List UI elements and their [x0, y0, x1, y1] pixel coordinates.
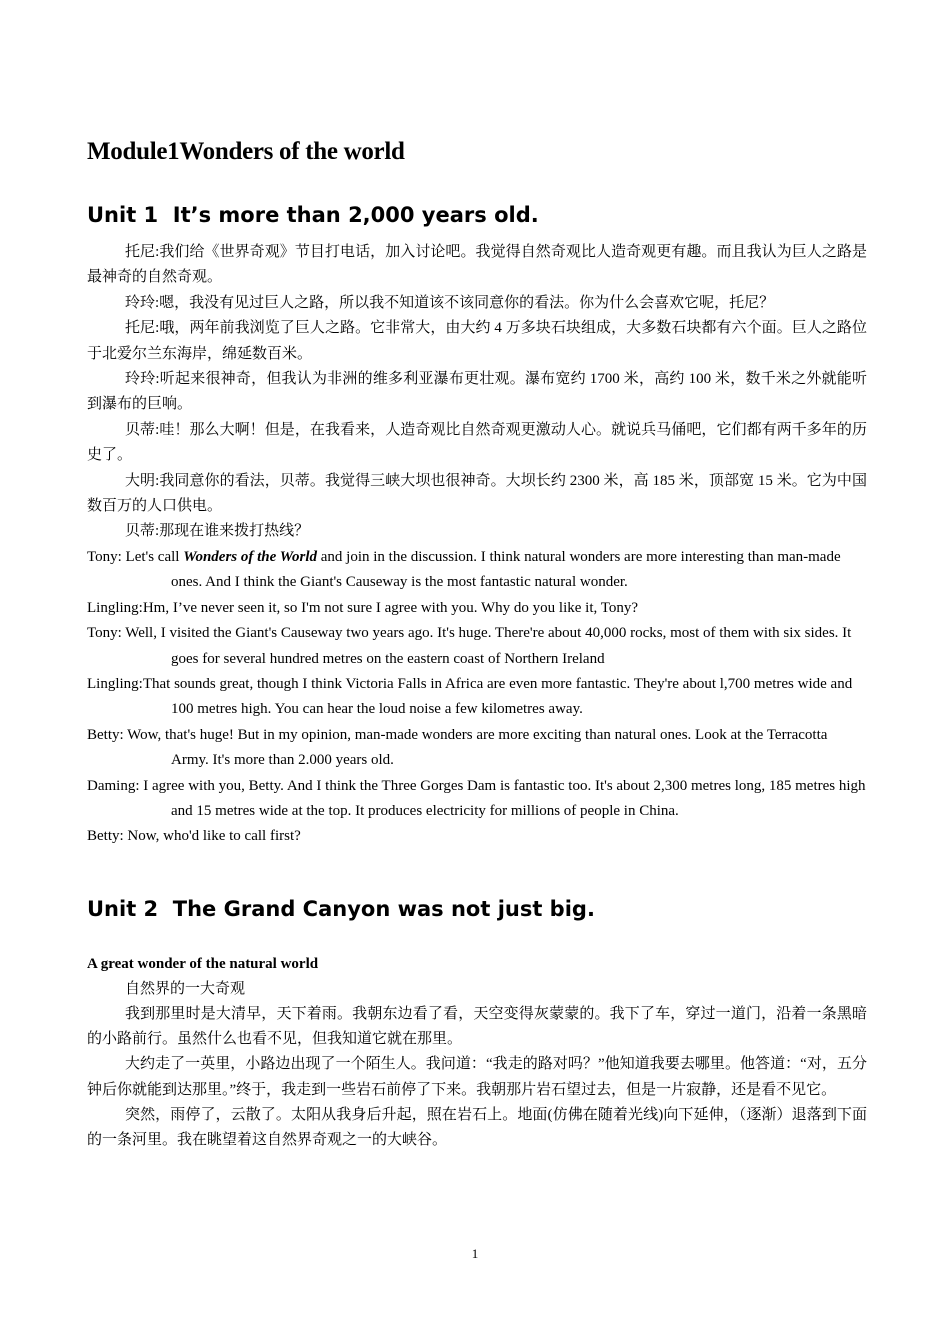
- unit1-en-paragraph: Betty: Now, who'd like to call first?: [87, 828, 301, 845]
- unit1-en-paragraph: Lingling:That sounds great, though I think Victoria Falls in Africa are even more fantastic. They're about l,700 metres wide and 100 metres high. You can hear the loud noise a few kilometres away.: [87, 675, 853, 718]
- show-title-emphasis: Wonders of the World: [183, 548, 317, 565]
- unit1-en-paragraph: Daming: I agree with you, Betty. And I think the Three Gorges Dam is fantastic too. It's about 2,300 metres long, 185 metres high and 15 metres wide at the top. It produces electricity for millions of people in China.: [87, 777, 866, 819]
- unit1-en-paragraph: Lingling:Hm, I’ve never seen it, so I'm not sure I agree with you. Why do you like it, Tony?: [87, 599, 638, 616]
- unit2-chinese-passage: [87, 977, 867, 1153]
- unit2-subheading: A great wonder of the natural world: [87, 955, 319, 972]
- unit1-cn-paragraph: 托尼:我们给《世界奇观》节目打电话，加入讨论吧。我觉得自然奇观比人造奇观更有趣。而且我认为巨人之路是最神奇的自然奇观。: [87, 244, 867, 286]
- unit1-cn-paragraph: 玲玲:听起来很神奇，但我认为非洲的维多利亚瀑布更壮观。瀑布宽约 1700 米，高约 100 米，数千米之外就能听到瀑布的巨响。: [87, 371, 867, 413]
- unit1-english-dialogue: [87, 545, 867, 850]
- unit1-cn-paragraph: 托尼:哦，两年前我浏览了巨人之路。它非常大，由大约 4 万多块石块组成，大多数石块都有六个面。巨人之路位于北爱尔兰东海岸，绵延数百米。: [87, 320, 867, 362]
- en-text: Tony: Let's call: [87, 548, 184, 565]
- unit1-cn-paragraph: 玲玲:嗯，我没有见过巨人之路，所以我不知道该不该同意你的看法。你为什么会喜欢它呢，托尼？: [125, 294, 775, 311]
- unit2-cn-paragraph: 突然，雨停了，云散了。太阳从我身后升起，照在岩石上。地面(仿佛在随着光线)向下延伸，（逐渐）退落到下面的一条河里。我在眺望着这自然界奇观之一的大峡谷。: [87, 1106, 867, 1148]
- unit1-title: Unit 1 It’s more than 2,000 years old.: [87, 203, 539, 227]
- unit2-cn-paragraph: 自然界的一大奇观: [125, 980, 246, 997]
- unit2-title: Unit 2 The Grand Canyon was not just big.: [87, 896, 595, 921]
- unit1-en-paragraph: Tony: Well, I visited the Giant's Causeway two years ago. It's huge. There're about 40,000 rocks, most of them with six sides. It goes for several hundred metres on the eastern coast of Northern Ireland: [87, 625, 852, 667]
- unit2-cn-paragraph: 我到那里时是大清早，天下着雨。我朝东边看了看，天空变得灰蒙蒙的。我下了车，穿过一道门，沿着一条黑暗的小路前行。虽然什么也看不见，但我知道它就在那里。: [87, 1005, 867, 1048]
- unit1-cn-paragraph: 贝蒂:那现在谁来拨打热线？: [125, 523, 310, 540]
- unit1-cn-paragraph: 大明:我同意你的看法，贝蒂。我觉得三峡大坝也很神奇。大坝长约 2300 米，高 185 米，顶部宽 15 米。它为中国数百万的人口供电。: [87, 472, 867, 515]
- unit1-en-paragraph: [87, 545, 867, 596]
- unit1-chinese-dialogue: [87, 240, 867, 545]
- page-content: [87, 136, 867, 1153]
- page-number: 1: [471, 1246, 479, 1261]
- unit2-cn-paragraph: 大约走了一英里，小路边出现了一个陌生人。我问道：“我走的路对吗？”他知道我要去哪里。他答道：“对，五分钟后你就能到达那里。”终于，我走到一些岩石前停了下来。我朝那片岩石望过去，但是一片寂静，还是看不见它。: [87, 1056, 867, 1098]
- en-text: and join in the discussion. I think natural wonders are more interesting than man-made ones. And I think the Giant's Causeway is the most fantastic natural wonder.: [171, 548, 841, 591]
- unit1-cn-paragraph: 贝蒂:哇！那么大啊！但是，在我看来，人造奇观比自然奇观更激动人心。就说兵马俑吧，它们都有两千多年的历史了。: [87, 421, 867, 464]
- module-title: Module1Wonders of the world: [87, 138, 405, 165]
- unit1-en-paragraph: Betty: Wow, that's huge! But in my opinion, man-made wonders are more exciting than natural ones. Look at the Terracotta Army. It's more than 2.000 years old.: [87, 726, 828, 769]
